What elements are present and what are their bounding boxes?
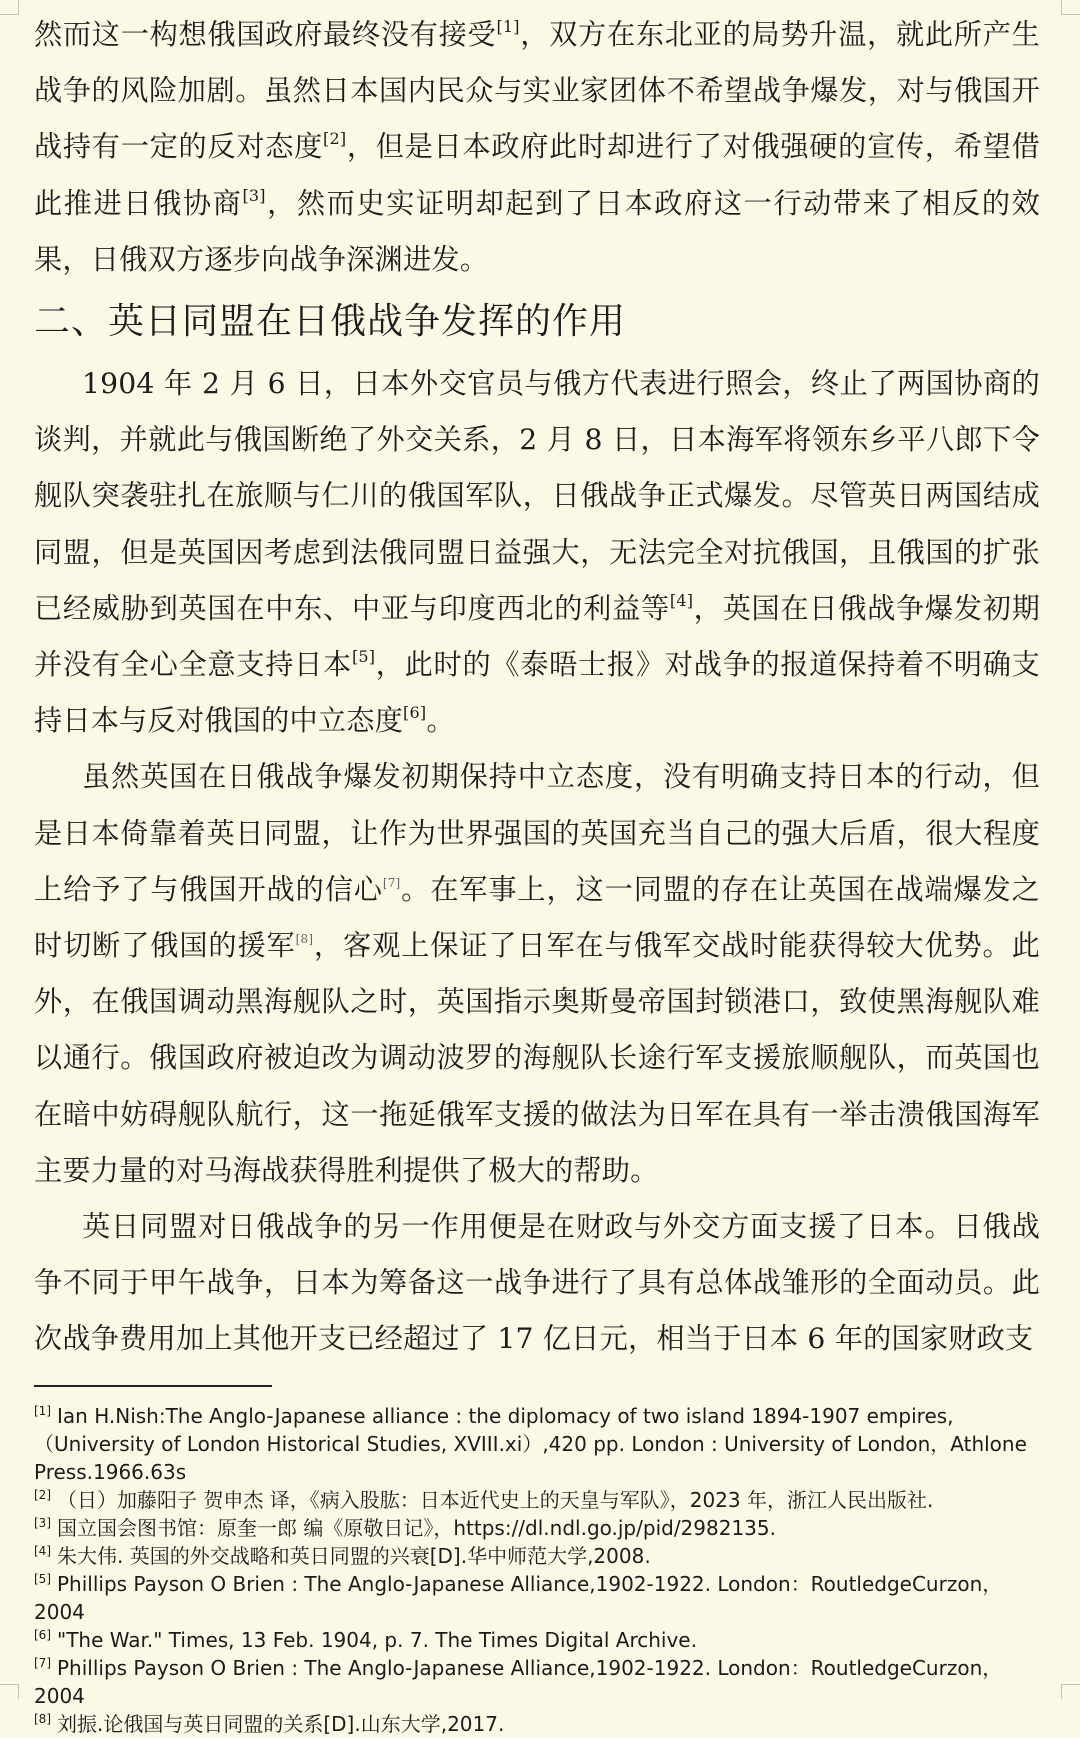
footnote-text[interactable]: 国立国会图书馆：原奎一郎 编《原敬日记》，https://dl.ndl.go.jp/pid/2982135. — [57, 1516, 776, 1540]
text-run: ，英国在日俄战争爆发初期并没有全心全意支持日本 — [34, 591, 1040, 682]
footnote-ref[interactable]: [1] — [496, 17, 520, 36]
footnote — [34, 1402, 1044, 1486]
footnote-ref[interactable]: [7] — [382, 875, 401, 890]
page-corner-mark — [0, 0, 19, 15]
footnote — [34, 1514, 1044, 1542]
page-corner-mark — [0, 1684, 19, 1699]
footnote — [34, 1654, 1044, 1710]
document-body — [34, 0, 1040, 1368]
footnote — [34, 1542, 1044, 1570]
footnote-ref[interactable]: [6] — [403, 703, 427, 723]
footnote-mark: [1] — [34, 1404, 51, 1418]
footnote-text: 朱大伟. 英国的外交战略和英日同盟的兴衰[D].华中师范大学,2008. — [57, 1544, 651, 1568]
page-corner-mark — [1061, 0, 1080, 15]
footnote-text: （日）加藤阳子 贺申杰 译，《病入股肱：日本近代史上的天皇与军队》，2023 年，浙江人民出版社. — [57, 1488, 934, 1512]
footnote — [34, 1626, 1044, 1654]
footnote-mark: [3] — [34, 1516, 51, 1530]
text-run: 虽然英国在日俄战争爆发初期保持中立态度，没有明确支持日本的行动，但是日本倚靠着英日同盟，让作为世界强国的英国充当自己的强大后盾，很大程度上给予了与俄国开战的信心 — [34, 760, 1040, 906]
footnote-mark: [4] — [34, 1544, 51, 1558]
footnote-mark: [7] — [34, 1656, 51, 1670]
body-paragraph — [34, 356, 1040, 749]
footnote-mark: [8] — [34, 1712, 51, 1726]
footnote — [34, 1570, 1044, 1626]
footnotes — [34, 1402, 1044, 1738]
text-run: ，双方在东北亚的局势升温，就此所产生战争的风险加剧。虽然日本国内民众与实业家团体不希望战争爆发，对与俄国开战持有一定的反对态度 — [34, 18, 1040, 164]
footnote-mark: [6] — [34, 1628, 51, 1642]
footnote-mark: [2] — [34, 1488, 51, 1502]
page-corner-mark — [1061, 1684, 1080, 1699]
text-run: 。在军事上，这一同盟的存在让英国在战端爆发之时切断了俄国的援军 — [34, 872, 1040, 963]
footnote-ref[interactable]: [2] — [323, 129, 347, 149]
footnote-text: Ian H.Nish:The Anglo-Japanese alliance : the diplomacy of two island 1894-1907 empires, （University of London Historical Studies, XVIII.xi）,420 pp. London : University of London，Athlone Press.1966.63s — [34, 1404, 1027, 1484]
footnote-separator — [34, 1385, 272, 1387]
text-run: 。 — [426, 704, 455, 738]
text-run: ，此时的《泰晤士报》对战争的报道保持着不明确支持日本与反对俄国的中立态度 — [34, 648, 1041, 738]
footnote — [34, 1486, 1044, 1514]
body-paragraph: 英日同盟对日俄战争的另一作用便是在财政与外交方面支援了日本。日俄战争不同于甲午战争，日本为筹备这一战争进行了具有总体战雏形的全面动员。此次战争费用加上其他开支已经超过了 17 亿日元，相当于日本 6 年的国家财政支 — [34, 1210, 1040, 1356]
body-paragraph — [34, 749, 1040, 1199]
footnote-text: Phillips Payson O Brien : The Anglo-Japanese Alliance,1902-1922. London：RoutledgeCurzon，2004 — [34, 1572, 1003, 1624]
footnote-ref[interactable]: [3] — [242, 185, 266, 205]
footnote-ref[interactable]: [5] — [351, 647, 376, 667]
text-run: 然而这一构想俄国政府最终没有接受 — [34, 18, 497, 51]
text-run: 1904 年 2 月 6 日，日本外交官员与俄方代表进行照会，终止了两国协商的谈判，并就此与俄国断绝了外交关系，2 月 8 日，日本海军将领东乡平八郎下令舰队突袭驻扎在旅顺与仁川的俄国军队，日俄战争正式爆发。尽管英日两国结成同盟，但是英国因考虑到法俄同盟日益强大，无法完全对抗俄国，且俄国的扩张已经威胁到英国在中东、中亚与印度西北的利益等 — [34, 367, 1040, 625]
footnote-text: 刘振.论俄国与英日同盟的关系[D].山东大学,2017. — [57, 1712, 505, 1736]
text-run: ，然而史实证明却起到了日本政府这一行动带来了相反的效果，日俄双方逐步向战争深渊进发。 — [34, 186, 1041, 276]
footnote — [34, 1710, 1044, 1738]
text-run: ，客观上保证了日军在与俄军交战时能获得较大优势。此外，在俄国调动黑海舰队之时，英国指示奥斯曼帝国封锁港口，致使黑海舰队难以通行。俄国政府被迫改为调动波罗的海舰队长途行军支援旅顺舰队，而英国也在暗中妨碍舰队航行，这一拖延俄军支援的做法为日军在具有一举击溃俄国海军主要力量的对马海战获得胜利提供了极大的帮助。 — [34, 929, 1040, 1187]
intro-paragraph — [34, 7, 1040, 288]
section-heading: 二、英日同盟在日俄战争发挥的作用 — [34, 301, 627, 343]
footnote-ref[interactable]: [4] — [669, 590, 694, 610]
footnote-mark: [5] — [34, 1572, 51, 1586]
footnote-ref[interactable]: [8] — [295, 932, 314, 947]
text-run: ，但是日本政府此时却进行了对俄强硬的宣传，希望借此推进日俄协商 — [34, 130, 1040, 220]
footnote-text: "The War." Times, 13 Feb. 1904, p. 7. The Times Digital Archive. — [57, 1628, 697, 1652]
footnote-text: Phillips Payson O Brien : The Anglo-Japanese Alliance,1902-1922. London：RoutledgeCurzon，2004 — [34, 1656, 1003, 1708]
